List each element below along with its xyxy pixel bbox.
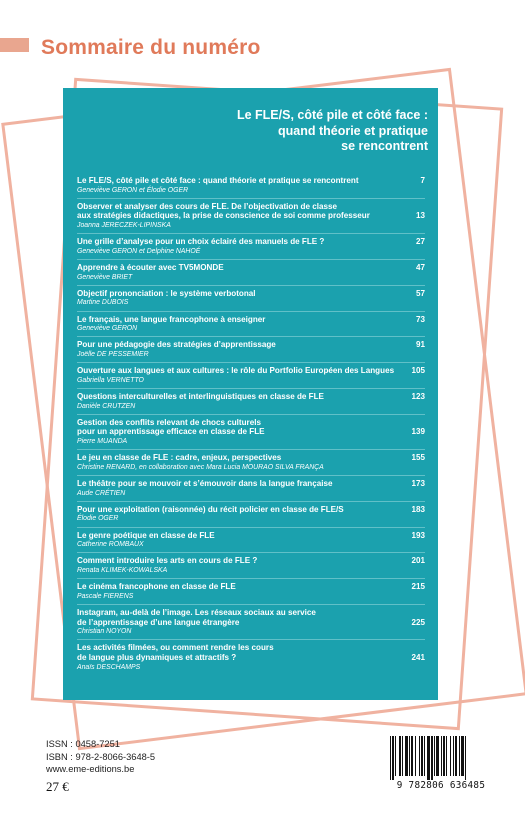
issn: ISSN : 0458-7251 <box>46 739 120 749</box>
toc-entry-title: Apprendre à écouter avec TV5MONDE <box>77 262 224 272</box>
toc-entry-page: 73 <box>415 314 425 324</box>
isbn: ISBN : 978-2-8066-3648-5 <box>46 751 156 762</box>
toc-entry-title: Instagram, au-delà de l’image. Les réseaux sociaux au service de l’apprentissage d’une langue étrangère <box>77 607 316 627</box>
toc-entry <box>77 289 425 308</box>
toc-divider <box>77 285 425 286</box>
toc-divider <box>77 578 425 579</box>
toc-entry-title: Le genre poétique en classe de FLE <box>77 530 215 540</box>
toc-entry-page: 201 <box>411 556 425 566</box>
toc-divider <box>77 362 425 363</box>
barcode-bar <box>431 736 433 780</box>
barcode-bar <box>427 736 430 780</box>
contents-panel <box>63 88 438 700</box>
toc-entry-title: Le français, une langue francophone à enseigner <box>77 314 266 324</box>
toc-entry <box>77 315 425 334</box>
toc-entry-author: Geneviève GERON et Élodie OGER <box>77 186 189 194</box>
toc-entry <box>77 340 425 359</box>
publication-info <box>46 738 155 776</box>
barcode-bar <box>434 736 435 776</box>
toc-entry-title: Questions interculturelles et interlinguistiques en classe de FLE <box>77 391 324 401</box>
barcode-bars <box>388 736 494 780</box>
toc-entry-title: Le théâtre pour se mouvoir et s’émouvoir dans la langue française <box>77 478 333 488</box>
barcode-bar <box>419 736 420 776</box>
toc-entry-title: Pour une pédagogie des stratégies d’apprentissage <box>77 340 276 350</box>
toc-entry <box>77 366 425 385</box>
toc-entry <box>77 531 425 550</box>
toc-entry <box>77 582 425 601</box>
toc-divider <box>77 449 425 450</box>
barcode-bar <box>441 736 442 776</box>
barcode-digits: 9 782806 636485 <box>396 780 486 791</box>
toc-entry-page: 7 <box>420 176 425 185</box>
toc-entry-author: Aude CRÉTIEN <box>77 489 126 497</box>
toc-entry-author: Martine DUBOIS <box>77 299 129 307</box>
toc-entry-title: Les activités filmées, ou comment rendre les cours de langue plus dynamiques et attractifs ? <box>77 643 274 662</box>
toc-entry-page: 91 <box>415 340 425 350</box>
contents-list <box>77 176 425 679</box>
barcode-bar <box>395 736 396 776</box>
toc-entry <box>77 643 425 671</box>
toc-divider <box>77 604 425 605</box>
toc-entry <box>77 479 425 498</box>
toc-entry <box>77 505 425 524</box>
toc-entry-author: Gabriella VERNETTO <box>77 376 144 384</box>
toc-entry-page: 13 <box>415 211 425 221</box>
barcode-bar <box>446 736 447 776</box>
toc-entry-page: 193 <box>411 530 425 540</box>
barcode-bar <box>405 736 408 776</box>
toc-entry-author: Pierre MUANDA <box>77 437 128 445</box>
website-link[interactable]: www.eme-editions.be <box>46 764 135 775</box>
toc-entry-author: Élodie OGER <box>77 515 119 523</box>
barcode-bar <box>455 736 457 776</box>
toc-entry-page: 173 <box>411 478 425 488</box>
toc-entry-title: Ouverture aux langues et aux cultures : le rôle du Portfolio Européen des Langues <box>77 366 395 376</box>
toc-entry-page: 123 <box>411 391 425 401</box>
barcode-bar <box>424 736 425 776</box>
toc-entry-page: 47 <box>415 262 425 272</box>
toc-entry-author: Geneviève GERON <box>77 325 138 333</box>
toc-entry-title: Objectif prononciation : le système verbotonal <box>77 288 256 298</box>
toc-entry-author: Danièle CRUTZEN <box>77 402 136 410</box>
toc-divider <box>77 388 425 389</box>
toc-divider <box>77 552 425 553</box>
toc-entry <box>77 392 425 411</box>
toc-divider <box>77 527 425 528</box>
barcode-bar <box>392 736 394 780</box>
toc-entry-author: Christine RENARD, en collaboration avec Mara Lucia MOURAO SILVA FRANÇA <box>77 463 324 471</box>
toc-entry-author: Catherine ROMBAUX <box>77 541 144 549</box>
toc-entry-title: Pour une exploitation (raisonnée) du récit policier en classe de FLE/S <box>77 504 344 514</box>
toc-entry <box>77 453 425 472</box>
toc-entry <box>77 418 425 446</box>
toc-divider <box>77 198 425 199</box>
toc-divider <box>77 501 425 502</box>
toc-entry-page: 225 <box>411 617 425 627</box>
barcode-bar <box>443 736 445 776</box>
toc-entry-page: 215 <box>411 582 425 592</box>
toc-entry <box>77 556 425 575</box>
toc-entry <box>77 608 425 636</box>
barcode-bar <box>411 736 413 776</box>
toc-entry-page: 105 <box>411 366 425 376</box>
toc-entry-author: Joanna JERECZEK-LIPINSKA <box>77 221 171 229</box>
toc-entry-title: Observer et analyser des cours de FLE. De l’objectivation de classe aux stratégies didactiques, la prise de conscience de soi comme professeur <box>77 201 370 221</box>
issue-title: Le FLE/S, côté pile et côté face : quand théorie et pratique se rencontrent <box>236 108 428 153</box>
toc-entry-title: Gestion des conflits relevant de chocs culturels pour un apprentissage efficace en classe de FLE <box>77 417 265 437</box>
toc-entry-author: Christian NOYON <box>77 628 132 636</box>
barcode-bar <box>459 736 460 776</box>
barcode-bar <box>436 736 439 776</box>
barcode-bar <box>409 736 410 776</box>
barcode <box>388 736 494 796</box>
barcode-bar <box>465 736 466 780</box>
barcode-bar <box>399 736 401 776</box>
toc-entry <box>77 202 425 230</box>
toc-entry-page: 139 <box>411 427 425 437</box>
toc-entry-author: Geneviève BRIET <box>77 273 133 281</box>
toc-entry-page: 183 <box>411 504 425 514</box>
toc-divider <box>77 311 425 312</box>
toc-entry-title: Comment introduire les arts en cours de FLE ? <box>77 556 258 566</box>
toc-entry-title: Le jeu en classe de FLE : cadre, enjeux, perspectives <box>77 453 282 463</box>
header-accent-bar <box>0 38 29 52</box>
page-title: Sommaire du numéro <box>41 36 261 59</box>
toc-entry-title: Le FLE/S, côté pile et côté face : quand théorie et pratique se rencontrent <box>77 176 359 185</box>
barcode-bar <box>461 736 464 776</box>
toc-divider <box>77 259 425 260</box>
toc-entry <box>77 237 425 256</box>
toc-entry-author: Renata KLIMEK-KOWALSKA <box>77 566 168 574</box>
toc-divider <box>77 414 425 415</box>
barcode-bar <box>390 736 391 780</box>
toc-entry <box>77 263 425 282</box>
toc-entry-page: 155 <box>411 453 425 463</box>
toc-entry-page: 27 <box>415 237 425 247</box>
barcode-bar <box>453 736 454 776</box>
price: 27 € <box>46 779 69 794</box>
barcode-bar <box>402 736 403 776</box>
toc-entry-page: 241 <box>411 652 425 662</box>
toc-divider <box>77 475 425 476</box>
barcode-bar <box>415 736 416 776</box>
toc-entry-page: 57 <box>415 288 425 298</box>
barcode-bar <box>421 736 423 776</box>
toc-divider <box>77 233 425 234</box>
toc-entry-author: Pascale FIERENS <box>77 592 134 600</box>
barcode-bar <box>450 736 451 776</box>
toc-entry-author: Geneviève GERON et Delphine NAHOÉ <box>77 247 201 255</box>
toc-entry-author: Joëlle DE PESSEMIER <box>77 350 149 358</box>
toc-entry-author: Anaïs DESCHAMPS <box>77 663 141 671</box>
toc-entry-title: Une grille d’analyse pour un choix éclairé des manuels de FLE ? <box>77 237 325 247</box>
toc-divider <box>77 639 425 640</box>
toc-entry <box>77 176 425 195</box>
toc-entry-title: Le cinéma francophone en classe de FLE <box>77 582 236 592</box>
toc-divider <box>77 336 425 337</box>
